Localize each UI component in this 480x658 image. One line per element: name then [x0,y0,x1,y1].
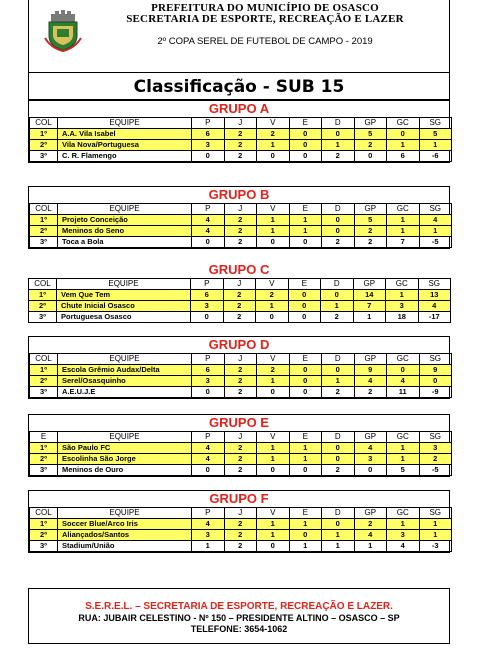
position-cell: 3º [30,541,58,552]
team-cell: Portuguesa Osasco [57,312,191,323]
table-row [30,541,452,552]
stat-cell: 1 [419,519,452,530]
stat-cell: -9 [419,387,452,398]
column-header: E [289,432,322,443]
column-header: GP [354,118,387,129]
stat-cell: 2 [354,237,387,248]
column-header: GC [387,204,420,215]
table-header-row [30,354,452,365]
stat-cell: 0 [322,365,355,376]
stat-cell: 4 [354,376,387,387]
stat-cell: 2 [224,365,257,376]
table-row [30,237,452,248]
stat-cell: 1 [321,301,354,312]
stat-cell: 0 [289,140,322,151]
team-cell: Chute Inicial Osasco [57,301,191,312]
stat-cell: 2 [224,519,257,530]
table-row [30,376,452,387]
column-header: GC [386,279,419,290]
position-cell: 3º [30,465,58,476]
column-header: P [192,204,225,215]
stat-cell: 1 [387,215,420,226]
column-header: P [192,432,225,443]
stat-cell: 5 [419,129,452,140]
stat-cell: 0 [322,226,355,237]
column-header: SG [419,508,452,519]
stat-cell: 1 [387,226,420,237]
stat-cell: 3 [192,140,225,151]
stat-cell: 2 [224,129,257,140]
stat-cell: 2 [224,443,257,454]
stat-cell: 13 [418,290,451,301]
stat-cell: 0 [322,215,355,226]
column-header: COL [30,354,58,365]
column-header: GP [353,279,386,290]
stat-cell: 2 [257,129,290,140]
document-page [28,0,450,652]
stat-cell: 4 [354,530,387,541]
table-row [30,140,452,151]
group-title: GRUPO A [208,101,270,116]
column-header: J [224,118,257,129]
table-row [29,290,451,301]
position-cell: 1º [29,290,57,301]
stat-cell: -5 [419,237,452,248]
group-title: GRUPO C [208,262,270,277]
team-cell: Soccer Blue/Arco Iris [58,519,192,530]
stat-cell: 0 [354,465,387,476]
position-cell: 1º [30,365,58,376]
stat-cell: 0 [322,454,355,465]
table-row [30,465,452,476]
stat-cell: 3 [192,530,225,541]
team-cell: Meninos do Seno [58,226,192,237]
group-title: GRUPO F [209,491,269,506]
stat-cell: 1 [386,290,419,301]
stat-cell: 5 [354,215,387,226]
stat-cell: 2 [354,519,387,530]
stat-cell: 6 [192,365,225,376]
stat-cell: 4 [192,454,225,465]
stat-cell: 2 [224,215,257,226]
table-row [30,387,452,398]
stat-cell: 4 [192,519,225,530]
stat-cell: 0 [192,465,225,476]
stat-cell: 2 [419,454,452,465]
table-row [30,129,452,140]
group-f [28,490,450,553]
team-cell: A.A. Vila Isabel [58,129,192,140]
position-cell: 2º [30,226,58,237]
stat-cell: 7 [353,301,386,312]
stat-cell: 2 [224,151,257,162]
stat-cell: 2 [321,312,354,323]
group-d [28,336,450,399]
stat-cell: 3 [354,454,387,465]
position-cell: 1º [30,443,58,454]
column-header: GC [387,508,420,519]
stat-cell: 0 [191,312,224,323]
stat-cell: 2 [256,290,289,301]
stat-cell: 1 [289,519,322,530]
stat-cell: 1 [257,443,290,454]
footer-phone: TELEFONE: 3654-1062 [190,624,288,634]
stat-cell: 5 [354,129,387,140]
stat-cell: 3 [419,443,452,454]
stat-cell: 4 [418,301,451,312]
table-row [30,443,452,454]
position-cell: 3º [30,387,58,398]
stat-cell: 3 [192,376,225,387]
stat-cell: 2 [224,541,257,552]
stat-cell: 1 [256,301,289,312]
stat-cell: 4 [192,215,225,226]
stat-cell: 2 [354,140,387,151]
stat-cell: 6 [192,129,225,140]
table-row [30,519,452,530]
column-header: J [224,204,257,215]
stat-cell: 2 [224,226,257,237]
stat-cell: 5 [387,465,420,476]
column-header: EQUIPE [58,354,192,365]
table-row [30,151,452,162]
table-row [29,312,451,323]
stat-cell: 9 [419,365,452,376]
stat-cell: 7 [387,237,420,248]
position-cell: 2º [30,376,58,387]
stat-cell: 4 [192,226,225,237]
stat-cell: 0 [192,237,225,248]
stat-cell: 1 [354,541,387,552]
header-secretariat: SECRETARIA DE ESPORTE, RECREAÇÃO E LAZER [126,13,404,25]
column-header: GP [354,508,387,519]
stat-cell: 3 [386,301,419,312]
position-cell: 1º [30,129,58,140]
stat-cell: 2 [224,465,257,476]
position-cell: 3º [30,237,58,248]
team-cell: C. R. Flamengo [58,151,192,162]
column-header: P [192,354,225,365]
column-header: EQUIPE [58,432,192,443]
stat-cell: 2 [224,140,257,151]
stat-cell: 0 [256,312,289,323]
team-cell: Vem Que Tem [57,290,191,301]
column-header: EQUIPE [58,118,192,129]
team-cell: Vila Nova/Portuguesa [58,140,192,151]
standings-table [29,353,452,398]
stat-cell: 14 [353,290,386,301]
stat-cell: 4 [387,541,420,552]
table-row [30,530,452,541]
stat-cell: 1 [289,215,322,226]
column-header: J [224,508,257,519]
table-header-row [30,204,452,215]
column-header: SG [419,118,452,129]
column-header: V [257,204,290,215]
column-header: V [257,508,290,519]
stat-cell: 2 [224,387,257,398]
stat-cell: 0 [321,290,354,301]
column-header: D [322,204,355,215]
stat-cell: 1 [257,140,290,151]
stat-cell: 0 [387,365,420,376]
column-header: EQUIPE [57,279,191,290]
column-header: COL [30,118,58,129]
column-header: E [289,204,322,215]
stat-cell: 1 [257,530,290,541]
stat-cell: 2 [223,290,256,301]
table-header-row [30,432,452,443]
stat-cell: 2 [257,365,290,376]
stat-cell: 2 [224,376,257,387]
standings-table [29,431,452,476]
column-header: COL [29,279,57,290]
team-cell: São Paulo FC [58,443,192,454]
stat-cell: 1 [387,443,420,454]
stat-cell: -3 [419,541,452,552]
stat-cell: 0 [289,530,322,541]
stat-cell: 0 [322,519,355,530]
stat-cell: 2 [224,237,257,248]
column-header: V [257,432,290,443]
column-header: D [322,118,355,129]
stat-cell: 0 [192,151,225,162]
stat-cell: 3 [387,530,420,541]
team-cell: Stadium/União [58,541,192,552]
header [28,0,450,72]
stat-cell: 0 [288,312,321,323]
city-crest-icon [43,8,83,52]
column-header: GP [354,204,387,215]
stat-cell: 2 [322,151,355,162]
column-header: GC [387,118,420,129]
stat-cell: 6 [387,151,420,162]
column-header: V [256,279,289,290]
position-cell: 2º [29,301,57,312]
stat-cell: 1 [387,140,420,151]
stat-cell: 2 [223,301,256,312]
stat-cell: 3 [191,301,224,312]
column-header: EQUIPE [58,508,192,519]
stat-cell: 4 [192,443,225,454]
column-header: J [224,354,257,365]
column-header: V [257,118,290,129]
team-cell: Serel/Osasquinho [58,376,192,387]
stat-cell: 1 [322,376,355,387]
page-title: Classificação - SUB 15 [28,72,450,100]
footer-secretariat: S.E.R.E.L. – SECRETARIA DE ESPORTE, RECREAÇÃO E LAZER. [85,601,393,612]
position-cell: 3º [29,312,57,323]
stat-cell: 0 [289,465,322,476]
table-header-row [30,508,452,519]
stat-cell: -17 [418,312,451,323]
standings-table [28,278,451,323]
standings-table [29,117,452,162]
table-row [29,301,451,312]
stat-cell: 1 [322,530,355,541]
team-cell: Aliançados/Santos [58,530,192,541]
table-row [30,215,452,226]
column-header: GC [387,432,420,443]
header-tournament: 2º COPA SEREL DE FUTEBOL DE CAMPO - 2019 [157,36,373,47]
column-header: SG [419,204,452,215]
stat-cell: 0 [257,387,290,398]
stat-cell: 0 [419,376,452,387]
column-header: COL [30,508,58,519]
stat-cell: 2 [354,387,387,398]
position-cell: 1º [30,215,58,226]
column-header: D [322,432,355,443]
column-header: SG [418,279,451,290]
stat-cell: 2 [322,465,355,476]
stat-cell: 2 [224,454,257,465]
footer-address: RUA: JUBAIR CELESTINO - Nº 150 – PRESIDENTE ALTINO – OSASCO – SP [78,613,400,623]
stat-cell: 1 [257,519,290,530]
stat-cell: 1 [289,541,322,552]
column-header: D [322,508,355,519]
column-header: GC [387,354,420,365]
column-header: D [322,354,355,365]
stat-cell: 0 [354,151,387,162]
stat-cell: 1 [289,226,322,237]
stat-cell: 4 [387,376,420,387]
stat-cell: 0 [289,129,322,140]
stat-cell: 0 [288,290,321,301]
table-row [30,454,452,465]
stat-cell: 1 [322,140,355,151]
stat-cell: 1 [419,530,452,541]
stat-cell: 1 [257,376,290,387]
stat-cell: 0 [289,365,322,376]
table-header-row [30,118,452,129]
stat-cell: 2 [322,387,355,398]
stat-cell: 0 [257,465,290,476]
team-cell: Escola Grêmio Audax/Delta [58,365,192,376]
header-municipality: PREFEITURA DO MUNICÍPIO DE OSASCO [151,2,379,14]
column-header: J [223,279,256,290]
position-cell: 3º [30,151,58,162]
column-header: GP [354,354,387,365]
stat-cell: 1 [353,312,386,323]
column-header: V [257,354,290,365]
table-header-row [29,279,451,290]
stat-cell: 9 [354,365,387,376]
column-header: P [191,279,224,290]
stat-cell: 6 [191,290,224,301]
stat-cell: 2 [223,312,256,323]
stat-cell: 2 [322,237,355,248]
standings-table [29,507,452,552]
stat-cell: 0 [289,151,322,162]
stat-cell: 1 [289,443,322,454]
position-cell: 2º [30,454,58,465]
stat-cell: 0 [257,237,290,248]
stat-cell: 4 [354,443,387,454]
column-header: E [288,279,321,290]
position-cell: 2º [30,140,58,151]
stat-cell: 1 [257,454,290,465]
team-cell: Projeto Conceição [58,215,192,226]
column-header: E [289,118,322,129]
team-cell: Toca a Bola [58,237,192,248]
column-header: P [192,508,225,519]
stat-cell: 1 [387,519,420,530]
stat-cell: 1 [387,454,420,465]
stat-cell: 0 [289,387,322,398]
group-a [28,100,450,163]
group-e [28,414,450,477]
stat-cell: 0 [322,443,355,454]
standings-table [29,203,452,248]
stat-cell: 2 [224,530,257,541]
column-header: J [224,432,257,443]
table-row [30,226,452,237]
column-header: EQUIPE [58,204,192,215]
stat-cell: 0 [289,237,322,248]
column-header: GP [354,432,387,443]
table-row [30,365,452,376]
column-header: E [30,432,58,443]
column-header: D [321,279,354,290]
column-header: E [289,508,322,519]
team-cell: Meninos de Ouro [58,465,192,476]
column-header: COL [30,204,58,215]
stat-cell: 1 [257,215,290,226]
stat-cell: 1 [419,140,452,151]
group-title: GRUPO D [208,337,270,352]
stat-cell: 0 [288,301,321,312]
stat-cell: 1 [289,454,322,465]
column-header: P [192,118,225,129]
column-header: E [289,354,322,365]
team-cell: A.E.U.J.E [58,387,192,398]
group-c [28,262,450,323]
position-cell: 1º [30,519,58,530]
stat-cell: 2 [354,226,387,237]
stat-cell: 0 [289,376,322,387]
stat-cell: 1 [322,541,355,552]
stat-cell: -6 [419,151,452,162]
stat-cell: 18 [386,312,419,323]
stat-cell: -5 [419,465,452,476]
footer [28,588,450,644]
position-cell: 2º [30,530,58,541]
column-header: SG [419,432,452,443]
stat-cell: 1 [192,541,225,552]
stat-cell: 0 [322,129,355,140]
stat-cell: 1 [419,226,452,237]
stat-cell: 0 [257,541,290,552]
team-cell: Escolinha São Jorge [58,454,192,465]
stat-cell: 0 [387,129,420,140]
stat-cell: 4 [419,215,452,226]
stat-cell: 0 [192,387,225,398]
group-title: GRUPO B [208,187,270,202]
group-title: GRUPO E [209,415,269,430]
group-b [28,186,450,249]
column-header: SG [419,354,452,365]
stat-cell: 1 [257,226,290,237]
stat-cell: 11 [387,387,420,398]
stat-cell: 0 [257,151,290,162]
